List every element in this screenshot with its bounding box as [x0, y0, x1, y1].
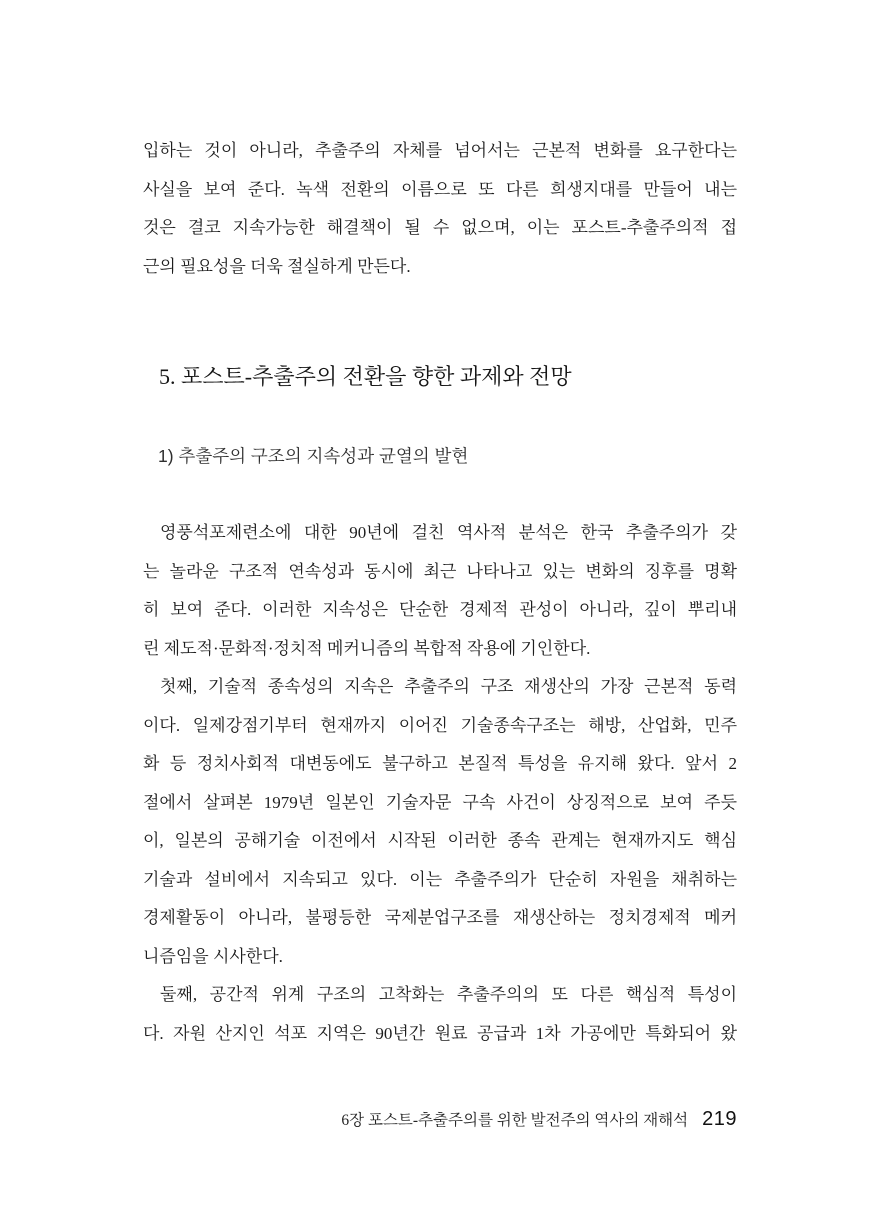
body-line: 둘째, 공간적 위계 구조의 고착화는 추출주의의 또 다른 핵심적 특성이	[160, 985, 737, 1004]
body-line: 니즘임을 시사한다.	[143, 946, 283, 966]
body-line: 화 등 정치사회적 대변동에도 불구하고 본질적 특성을 유지해 왔다. 앞서 2	[143, 754, 737, 773]
body-line: 경제활동이 아니라, 불평등한 국제분업구조를 재생산하는 정치경제적 메커	[143, 908, 737, 927]
body-line: 기술과 설비에서 지속되고 있다. 이는 추출주의가 단순히 자원을 채취하는	[143, 869, 737, 889]
subsection-heading: 1) 추출주의 구조의 지속성과 균열의 발현	[158, 446, 469, 466]
body-line: 첫째, 기술적 종속성의 지속은 추출주의 구조 재생산의 가장 근본적 동력	[160, 677, 737, 696]
body-line: 히 보여 준다. 이러한 지속성은 단순한 경제적 관성이 아니라, 깊이 뿌리내	[143, 600, 737, 619]
footer-chapter-title: 6장 포스트-추출주의를 위한 발전주의 역사의 재해석	[341, 1112, 689, 1129]
page-number: 219	[702, 1108, 737, 1130]
body-line: 다. 자원 산지인 석포 지역은 90년간 원료 공급과 1차 가공에만 특화되어 왔	[143, 1023, 737, 1043]
paragraph-continuation	[143, 132, 737, 286]
page-footer	[143, 1104, 737, 1136]
body-line: 영풍석포제련소에 대한 90년에 걸친 역사적 분석은 한국 추출주의가 갖	[160, 523, 737, 542]
body-line: 것은 결코 지속가능한 해결책이 될 수 없으며, 이는 포스트-추출주의적 접	[143, 218, 737, 237]
body-line: 절에서 살펴본 1979년 일본인 기술자문 구속 사건이 상징적으로 보여 주듯	[143, 792, 737, 812]
body-line: 근의 필요성을 더욱 절실하게 만든다.	[143, 256, 411, 276]
body-line: 린 제도적·문화적·정치적 메커니즘의 복합적 작용에 기인한다.	[143, 638, 591, 658]
body-line: 입하는 것이 아니라, 추출주의 자체를 넘어서는 근본적 변화를 요구한다는	[143, 141, 737, 160]
body-line: 사실을 보여 준다. 녹색 전환의 이름으로 또 다른 희생지대를 만들어 내는	[143, 179, 737, 199]
body-line: 이다. 일제강점기부터 현재까지 이어진 기술종속구조는 해방, 산업화, 민주	[143, 715, 737, 735]
body-text	[143, 514, 737, 1053]
body-line: 이, 일본의 공해기술 이전에서 시작된 이러한 종속 관계는 현재까지도 핵심	[143, 831, 737, 850]
body-line: 는 놀라운 구조적 연속성과 동시에 최근 나타나고 있는 변화의 징후를 명확	[143, 561, 737, 581]
section-heading: 5. 포스트-추출주의 전환을 향한 과제와 전망	[159, 364, 572, 389]
